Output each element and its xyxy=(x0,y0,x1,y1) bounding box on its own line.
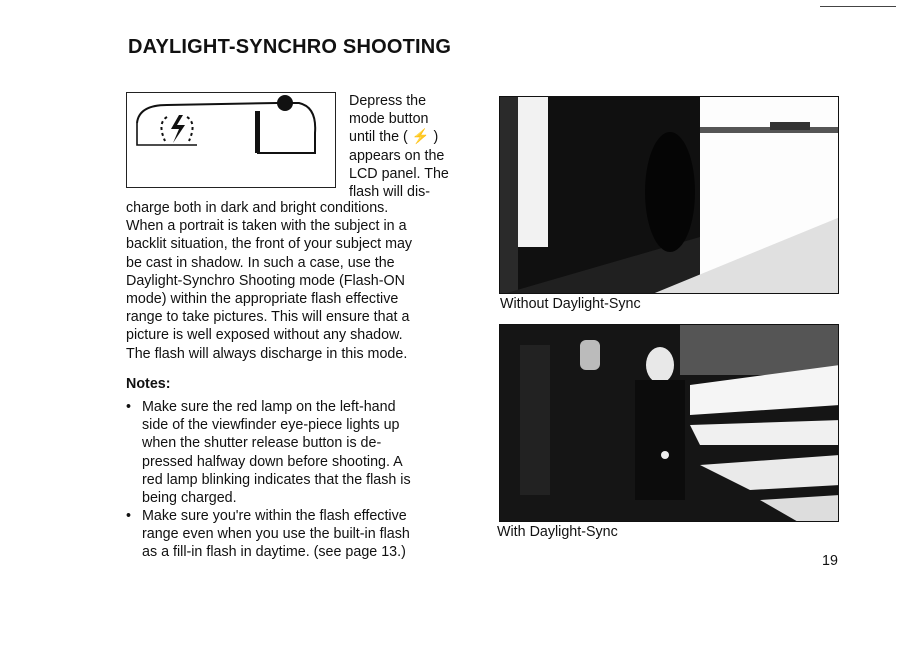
bullet: • xyxy=(126,399,132,415)
side-line: LCD panel. The xyxy=(349,165,449,182)
page-title: DAYLIGHT-SYNCHRO SHOOTING xyxy=(128,36,452,58)
side-line: Depress the xyxy=(349,93,427,109)
text-line: charge both in dark and bright conditions. xyxy=(126,200,389,216)
text-line: Daylight-Synchro Shooting mode (Flash-ON xyxy=(126,272,405,289)
note-line: range even when you use the built-in flash xyxy=(142,526,410,543)
side-paragraph xyxy=(349,92,479,201)
caption-without: Without Daylight-Sync xyxy=(500,296,641,312)
side-line: appears on the xyxy=(349,147,445,164)
photo-without-daylight-sync xyxy=(499,96,839,294)
text-line: mode) within the appropriate flash effective xyxy=(126,291,399,308)
note-item xyxy=(126,507,471,563)
page-number: 19 xyxy=(822,553,838,569)
note-line: side of the viewfinder eye-piece lights up xyxy=(142,417,400,434)
note-item xyxy=(126,398,471,508)
notes-heading: Notes: xyxy=(126,376,171,392)
side-line: mode button xyxy=(349,111,429,128)
note-line: Make sure the red lamp on the left-hand xyxy=(142,399,396,415)
lcd-digit-one xyxy=(255,111,260,153)
side-line: flash will dis- xyxy=(349,184,431,201)
text-line: backlit situation, the front of your subject may xyxy=(126,236,413,253)
note-line: being charged. xyxy=(142,490,237,507)
photo-with-daylight-sync xyxy=(499,324,839,522)
main-paragraph xyxy=(126,199,471,363)
lcd-panel-drawing xyxy=(127,93,335,187)
bullet: • xyxy=(126,508,132,524)
note-line: Make sure you're within the flash effective xyxy=(142,508,407,524)
text-line: When a portrait is taken with the subject in a xyxy=(126,218,407,235)
red-lamp-dot xyxy=(277,95,293,111)
top-rule xyxy=(820,6,896,7)
note-line: pressed halfway down before shooting. A xyxy=(142,453,403,470)
note-line: red lamp blinking indicates that the flash is xyxy=(142,471,411,488)
side-line: until the ( ⚡ ) xyxy=(349,129,439,146)
text-line: The flash will always discharge in this mode. xyxy=(126,345,408,362)
note-line: when the shutter release button is de- xyxy=(142,435,382,452)
text-line: range to take pictures. This will ensure that a xyxy=(126,309,410,326)
lcd-panel-illustration xyxy=(126,92,336,188)
caption-with: With Daylight-Sync xyxy=(497,524,618,540)
note-line: as a fill-in flash in daytime. (see page 13.) xyxy=(142,544,406,561)
text-line: be cast in shadow. In such a case, use the xyxy=(126,254,395,271)
text-line: picture is well exposed without any shadow. xyxy=(126,327,403,344)
flash-icon xyxy=(161,115,192,143)
